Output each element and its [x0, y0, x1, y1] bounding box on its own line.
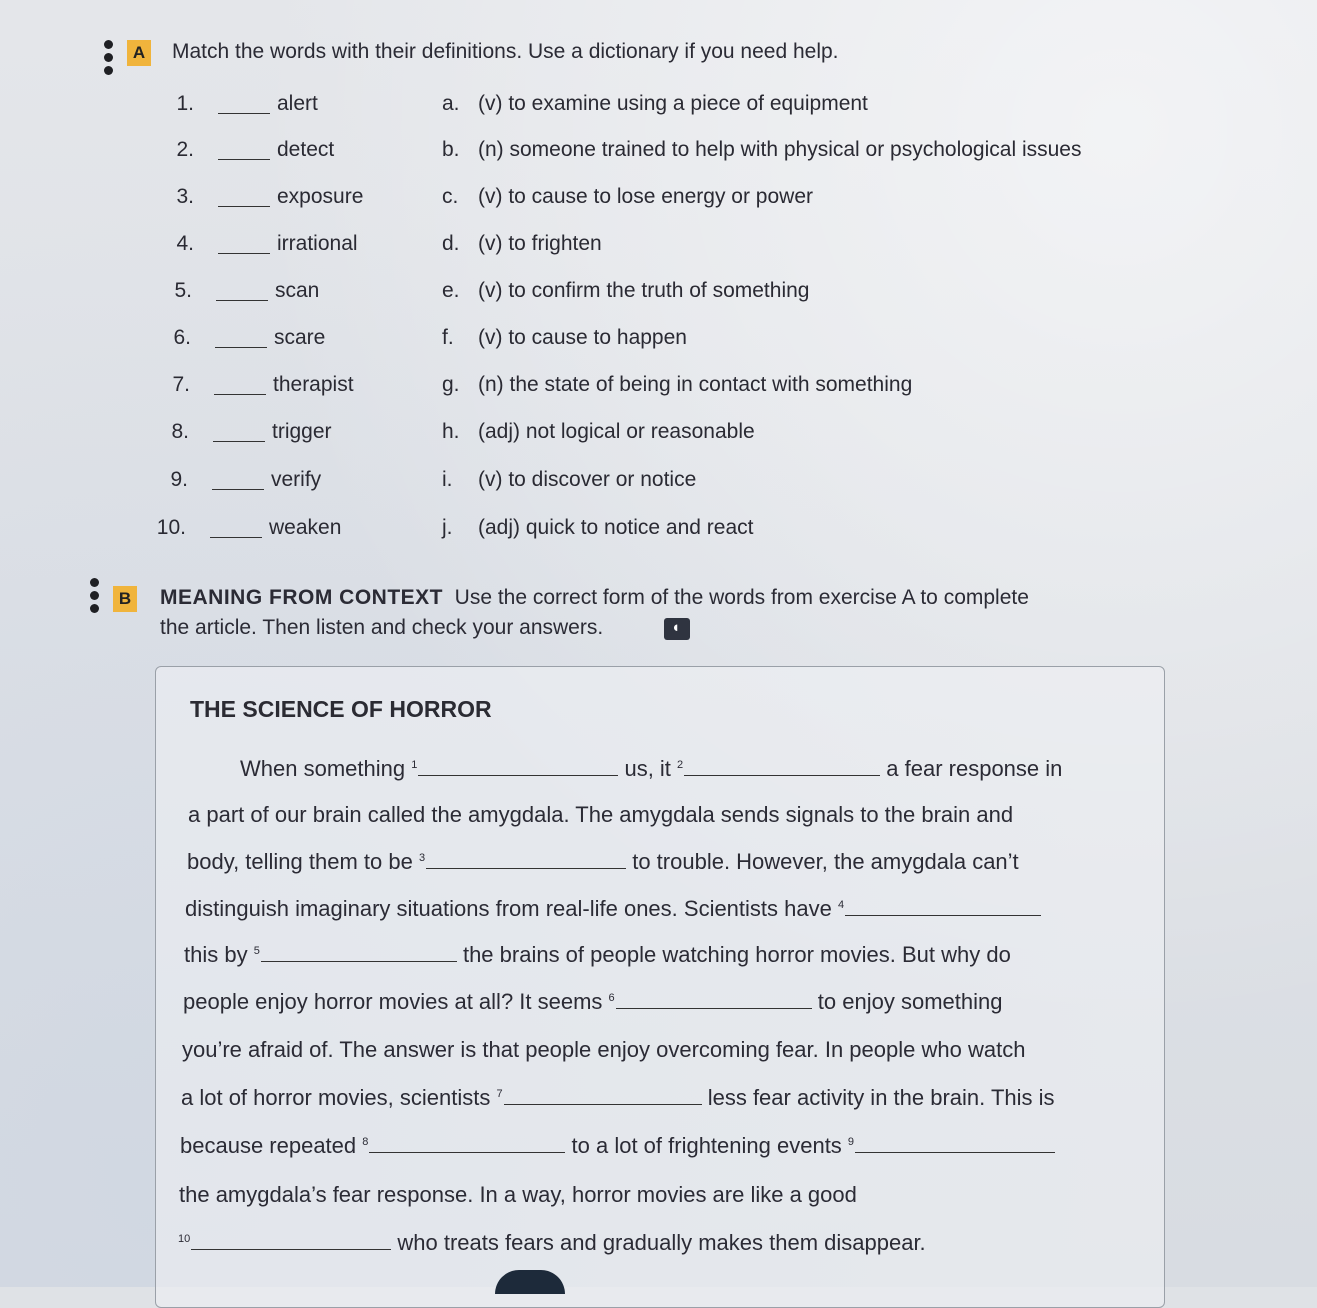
- answer-blank-5[interactable]: [261, 943, 457, 962]
- definition-letter: a.: [442, 92, 460, 115]
- definition-letter: e.: [442, 279, 460, 302]
- section-b-dots: [90, 578, 100, 617]
- definition-letter: f.: [442, 326, 454, 349]
- article-line-5: this by $^5$ the brains of people watching horror movies. But why do: [184, 942, 1011, 967]
- definition-text: (v) to examine using a piece of equipment: [478, 92, 868, 115]
- vocab-word: detect: [277, 138, 335, 161]
- vocab-word: scare: [274, 326, 326, 349]
- definition-letter: j.: [442, 516, 453, 539]
- vocab-word: exposure: [277, 185, 364, 208]
- item-number: 7.: [172, 373, 190, 396]
- item-number: 8.: [171, 420, 189, 443]
- answer-blank-10[interactable]: [191, 1231, 391, 1250]
- definition-letter: g.: [442, 373, 460, 396]
- definition-text: (n) someone trained to help with physical or psychological issues: [478, 138, 1082, 161]
- answer-blank[interactable]: [215, 346, 267, 348]
- item-number: 1.: [176, 92, 194, 115]
- answer-blank-4[interactable]: [845, 897, 1041, 916]
- answer-blank-8[interactable]: [369, 1134, 565, 1153]
- answer-blank[interactable]: [212, 488, 264, 490]
- item-number: 10.: [156, 516, 186, 539]
- exercise-a-badge: A: [127, 40, 151, 66]
- answer-blank[interactable]: [218, 205, 270, 207]
- answer-blank-7[interactable]: [504, 1086, 702, 1105]
- exercise-a-instruction: Match the words with their definitions. Use a dictionary if you need help.: [172, 40, 839, 63]
- answer-blank-9[interactable]: [855, 1134, 1055, 1153]
- answer-blank[interactable]: [218, 158, 270, 160]
- article-line-2: a part of our brain called the amygdala. The amygdala sends signals to the brain and: [188, 802, 1014, 827]
- answer-blank[interactable]: [216, 299, 268, 301]
- exercise-b-instruction-line1: [160, 586, 1029, 610]
- article-line-10: the amygdala’s fear response. In a way, horror movies are like a good: [179, 1182, 857, 1207]
- item-number: 2.: [176, 138, 194, 161]
- answer-blank-6[interactable]: [616, 990, 812, 1009]
- vocab-word: verify: [271, 468, 322, 491]
- vocab-word: irrational: [277, 232, 358, 255]
- vocab-word: therapist: [273, 373, 354, 396]
- item-number: 9.: [170, 468, 188, 491]
- vocab-word: trigger: [272, 420, 332, 443]
- definition-text: (v) to frighten: [478, 232, 602, 255]
- definition-text: (v) to discover or notice: [478, 468, 697, 491]
- definition-text: (adj) not logical or reasonable: [478, 420, 755, 443]
- answer-blank-2[interactable]: [684, 757, 880, 776]
- article-line-3: body, telling them to be $^3$ to trouble. However, the amygdala can’t: [187, 849, 1019, 874]
- definition-letter: i.: [442, 468, 453, 491]
- vocab-word: scan: [275, 279, 320, 302]
- audio-icon[interactable]: [664, 618, 690, 640]
- answer-blank[interactable]: [213, 440, 265, 442]
- article-line-9: because repeated $^8$ to a lot of frightening events $^9$: [180, 1133, 1055, 1159]
- article-line-4: distinguish imaginary situations from real-life ones. Scientists have $^4$: [185, 896, 1041, 922]
- exercise-b-instruction-line2: the article. Then listen and check your answers.: [160, 616, 604, 639]
- article-line-8: a lot of horror movies, scientists $^7$ less fear activity in the brain. This is: [181, 1085, 1055, 1110]
- page-decoration: [495, 1270, 565, 1294]
- item-number: 4.: [176, 232, 194, 255]
- article-line-6: people enjoy horror movies at all? It seems $^6$ to enjoy something: [183, 989, 1003, 1014]
- item-number: 5.: [174, 279, 192, 302]
- answer-blank[interactable]: [210, 536, 262, 538]
- definition-letter: d.: [442, 232, 460, 255]
- definition-letter: c.: [442, 185, 459, 208]
- exercise-b-instruction-text: Use the correct form of the words from exercise A to complete: [454, 586, 1029, 609]
- exercise-b-heading: MEANING FROM CONTEXT: [160, 586, 443, 609]
- definition-letter: h.: [442, 420, 460, 443]
- answer-blank-1[interactable]: [418, 757, 618, 776]
- item-number: 3.: [176, 185, 194, 208]
- article-line-11: $^{10}$ who treats fears and gradually makes them disappear.: [178, 1230, 926, 1255]
- article-title: THE SCIENCE OF HORROR: [190, 696, 492, 722]
- vocab-word: weaken: [269, 516, 342, 539]
- item-number: 6.: [173, 326, 191, 349]
- definition-text: (v) to cause to lose energy or power: [478, 185, 813, 208]
- definition-text: (adj) quick to notice and react: [478, 516, 754, 539]
- article-line-1: When something $^1$ us, it $^2$ a fear response in: [240, 756, 1063, 781]
- exercise-b-badge: B: [113, 586, 137, 612]
- article-line-7: you’re afraid of. The answer is that people enjoy overcoming fear. In people who watch: [182, 1037, 1026, 1062]
- definition-letter: b.: [442, 138, 460, 161]
- answer-blank[interactable]: [214, 393, 266, 395]
- answer-blank[interactable]: [218, 252, 270, 254]
- definition-text: (n) the state of being in contact with something: [478, 373, 913, 396]
- answer-blank[interactable]: [218, 112, 270, 114]
- vocab-word: alert: [277, 92, 318, 115]
- answer-blank-3[interactable]: [426, 850, 626, 869]
- definition-text: (v) to cause to happen: [478, 326, 687, 349]
- section-a-dots: [104, 40, 114, 79]
- definition-text: (v) to confirm the truth of something: [478, 279, 810, 302]
